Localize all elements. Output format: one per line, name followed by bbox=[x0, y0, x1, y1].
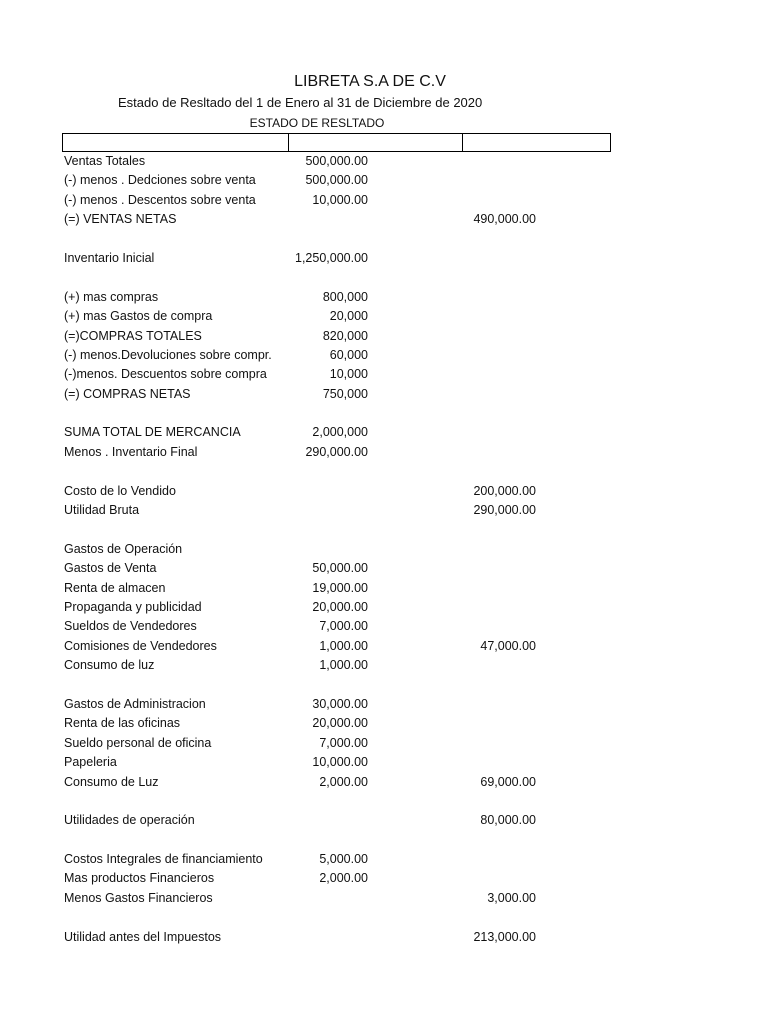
row-label: Consumo de Luz bbox=[64, 774, 159, 789]
statement-row bbox=[0, 152, 768, 171]
row-label: (-) menos . Dedciones sobre venta bbox=[64, 173, 256, 188]
row-label: Mas productos Financieros bbox=[64, 871, 215, 886]
statement-row bbox=[0, 811, 768, 830]
statement-row bbox=[0, 928, 768, 947]
row-amount: 1,000.00 bbox=[319, 638, 368, 653]
statement-row bbox=[0, 443, 768, 462]
row-amount: 10,000 bbox=[329, 367, 368, 382]
row-label: Propaganda y publicidad bbox=[64, 599, 202, 614]
row-label: Ventas Totales bbox=[64, 154, 146, 168]
row-amount: 7,000.00 bbox=[319, 619, 368, 634]
row-total: 3,000.00 bbox=[487, 890, 536, 905]
row-amount: 2,000.00 bbox=[319, 774, 368, 789]
statement-row bbox=[0, 171, 768, 190]
statement-row bbox=[0, 482, 768, 501]
row-total: 200,000.00 bbox=[473, 483, 536, 498]
row-amount: 800,000 bbox=[322, 289, 368, 304]
statement-row bbox=[0, 462, 768, 481]
row-amount: 750,000 bbox=[322, 386, 368, 401]
statement-row bbox=[0, 559, 768, 578]
header-cell-total bbox=[463, 134, 610, 151]
row-amount: 500,000.00 bbox=[305, 173, 368, 188]
row-amount: 820,000 bbox=[322, 328, 368, 343]
statement-row bbox=[0, 656, 768, 675]
statement-row bbox=[0, 908, 768, 927]
row-label: (=) VENTAS NETAS bbox=[64, 212, 177, 227]
statement-row bbox=[0, 753, 768, 772]
document-subheading-text: ESTADO DE RESLTADO bbox=[249, 116, 385, 130]
statement-row bbox=[0, 288, 768, 307]
row-label: Sueldo personal de oficina bbox=[64, 735, 212, 750]
row-amount: 20,000.00 bbox=[312, 716, 368, 731]
statement-row bbox=[0, 268, 768, 287]
statement-row bbox=[0, 210, 768, 229]
statement-row bbox=[0, 869, 768, 888]
statement-row bbox=[0, 714, 768, 733]
statement-row bbox=[0, 676, 768, 695]
statement-row bbox=[0, 579, 768, 598]
row-label: Inventario Inicial bbox=[64, 250, 155, 265]
row-label: (+) mas Gastos de compra bbox=[64, 309, 213, 324]
statement-row bbox=[0, 191, 768, 210]
row-amount: 2,000,000 bbox=[312, 425, 368, 440]
row-label: Papeleria bbox=[64, 755, 117, 770]
row-label: Consumo de luz bbox=[64, 658, 155, 673]
row-label: Gastos de Venta bbox=[64, 561, 157, 576]
row-amount: 1,250,000.00 bbox=[295, 250, 368, 265]
row-amount: 10,000.00 bbox=[312, 755, 368, 770]
row-label: Gastos de Administracion bbox=[64, 696, 206, 711]
row-amount: 30,000.00 bbox=[312, 696, 368, 711]
document-subheading bbox=[0, 115, 768, 131]
statement-rows bbox=[0, 152, 768, 947]
row-label: Comisiones de Vendedores bbox=[64, 638, 217, 653]
statement-row bbox=[0, 773, 768, 792]
statement-row bbox=[0, 617, 768, 636]
statement-row bbox=[0, 598, 768, 617]
statement-row bbox=[0, 230, 768, 249]
row-amount: 20,000 bbox=[329, 309, 368, 324]
row-label: Costo de lo Vendido bbox=[64, 483, 176, 498]
row-label: (-)menos. Descuentos sobre compra bbox=[64, 367, 267, 382]
row-label: Sueldos de Vendedores bbox=[64, 619, 197, 634]
row-label: Renta de almacen bbox=[64, 580, 166, 595]
row-label: (-) menos . Descentos sobre venta bbox=[64, 192, 256, 207]
statement-row bbox=[0, 540, 768, 559]
row-label: (-) menos.Devoluciones sobre compr. bbox=[64, 347, 272, 362]
row-total: 47,000.00 bbox=[480, 638, 536, 653]
statement-row bbox=[0, 346, 768, 365]
row-label: (=) COMPRAS NETAS bbox=[64, 386, 191, 401]
statement-row bbox=[0, 637, 768, 656]
row-label: (+) mas compras bbox=[64, 289, 159, 304]
row-label: Utilidad antes del Impuestos bbox=[64, 929, 222, 944]
document-subtitle: Estado de Resltado del 1 de Enero al 31 de Diciembre de 2020 bbox=[118, 95, 483, 110]
row-total: 490,000.00 bbox=[473, 212, 536, 227]
statement-row bbox=[0, 889, 768, 908]
statement-row bbox=[0, 307, 768, 326]
document-title-text: LIBRETA S.A DE C.V bbox=[294, 73, 446, 90]
row-amount: 1,000.00 bbox=[319, 658, 368, 673]
row-total: 69,000.00 bbox=[480, 774, 536, 789]
statement-row bbox=[0, 249, 768, 268]
statement-row bbox=[0, 404, 768, 423]
row-total: 290,000.00 bbox=[473, 503, 536, 518]
statement-row bbox=[0, 831, 768, 850]
row-amount: 60,000 bbox=[329, 347, 368, 362]
row-label: Gastos de Operación bbox=[64, 541, 183, 556]
row-label: Utilidad Bruta bbox=[64, 503, 140, 518]
row-total: 80,000.00 bbox=[480, 813, 536, 828]
row-label: Utilidades de operación bbox=[64, 813, 195, 828]
row-label: Renta de las oficinas bbox=[64, 716, 181, 731]
statement-row bbox=[0, 792, 768, 811]
row-amount: 50,000.00 bbox=[312, 561, 368, 576]
row-label: Costos Integrales de financiamiento bbox=[64, 852, 263, 867]
row-label: (=)COMPRAS TOTALES bbox=[64, 328, 202, 343]
statement-row bbox=[0, 501, 768, 520]
row-label: SUMA TOTAL DE MERCANCIA bbox=[64, 425, 241, 440]
row-amount: 20,000.00 bbox=[312, 599, 368, 614]
row-label: Menos . Inventario Final bbox=[64, 444, 198, 459]
statement-row bbox=[0, 520, 768, 539]
statement-row bbox=[0, 385, 768, 404]
document-title bbox=[0, 72, 768, 92]
row-amount: 2,000.00 bbox=[319, 871, 368, 886]
header-cell-concept bbox=[63, 134, 289, 151]
row-amount: 10,000.00 bbox=[312, 192, 368, 207]
statement-row bbox=[0, 423, 768, 442]
row-amount: 7,000.00 bbox=[319, 735, 368, 750]
header-grid bbox=[62, 133, 611, 152]
row-total: 213,000.00 bbox=[473, 929, 536, 944]
row-amount: 19,000.00 bbox=[312, 580, 368, 595]
row-label: Menos Gastos Financieros bbox=[64, 890, 213, 905]
statement-row bbox=[0, 850, 768, 869]
statement-row bbox=[0, 734, 768, 753]
row-amount: 5,000.00 bbox=[319, 852, 368, 867]
row-amount: 290,000.00 bbox=[305, 444, 368, 459]
row-amount: 500,000.00 bbox=[305, 154, 368, 168]
statement-row bbox=[0, 327, 768, 346]
header-cell-amount bbox=[289, 134, 463, 151]
statement-row bbox=[0, 695, 768, 714]
statement-row bbox=[0, 365, 768, 384]
